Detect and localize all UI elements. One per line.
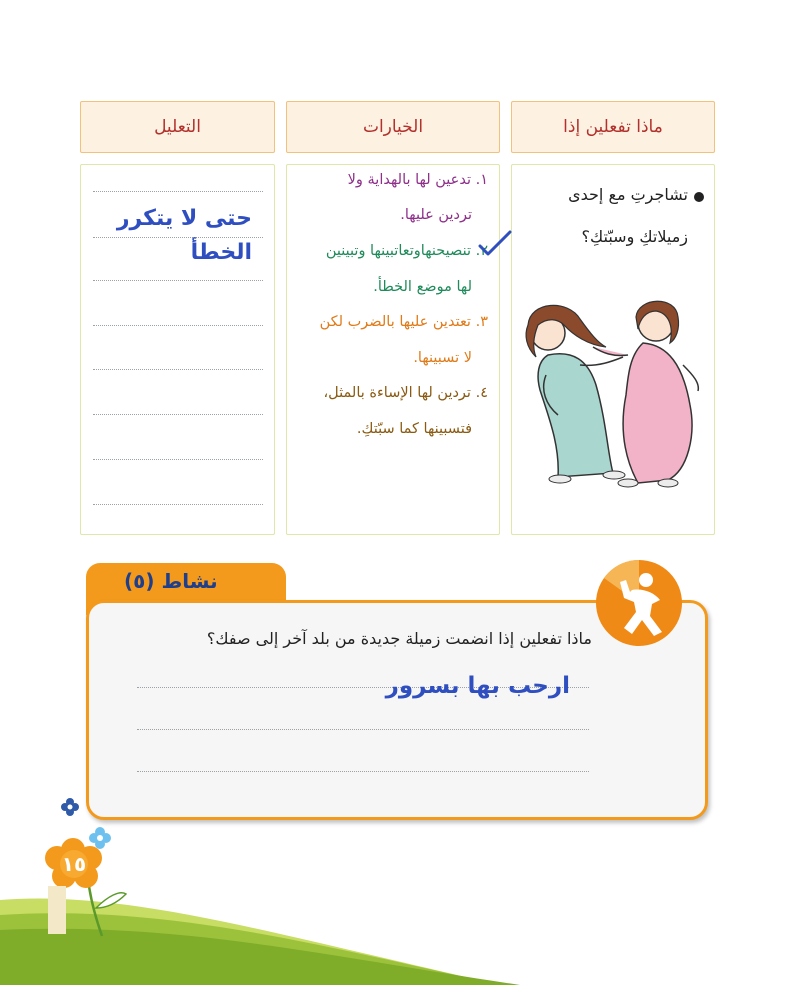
checkmark-icon <box>474 228 514 262</box>
option-3-line-2: لا تسبينها. <box>413 350 472 366</box>
option-1-line-1: ١. تدعين لها بالهداية ولا <box>347 172 488 188</box>
reason-answer-line-1: حتى لا يتكرر <box>116 206 252 231</box>
answer-dotted-line <box>137 729 589 730</box>
option-4-line-1: ٤. تردين لها الإساءة بالمثل، <box>323 385 488 401</box>
option-2-line-1: ٢. تنصيحنهاوتعاتبينها وتبينين <box>325 243 488 259</box>
option-2-line-2: لها موضع الخطأ. <box>373 279 472 295</box>
option-1-line-2: تردين عليها. <box>400 207 472 223</box>
bullet-icon <box>694 192 704 202</box>
question-line-2: زميلاتكِ وسبّتكِ؟ <box>581 227 688 246</box>
question-line-1: تشاجرتِ مع إحدى <box>568 185 688 204</box>
dotted-line <box>93 369 263 370</box>
dotted-line <box>93 504 263 505</box>
dotted-line <box>93 280 263 281</box>
header-options <box>286 101 500 153</box>
dotted-line <box>93 191 263 192</box>
dotted-line <box>93 414 263 415</box>
activity-title: نشاط (٥) <box>124 569 218 593</box>
option-4-line-2: فتسبينها كما سبّتكِ. <box>356 421 472 437</box>
header-options-label: الخيارات <box>362 117 424 137</box>
activity-question: ماذا تفعلين إذا انضمت زميلة جديدة من بلد آخر إلى صفك؟ <box>206 629 592 648</box>
answer-dotted-line <box>137 771 589 772</box>
activity-figure-icon <box>594 558 684 648</box>
dotted-line <box>93 237 263 238</box>
header-reason-label: التعليل <box>154 117 201 137</box>
small-flower-icon <box>60 797 80 817</box>
dotted-line <box>93 325 263 326</box>
header-question-label: ماذا تفعلين إذا <box>563 117 663 137</box>
header-question <box>511 101 715 153</box>
girls-fighting-illustration <box>518 295 708 490</box>
option-3-line-1: ٣. تعتدين عليها بالضرب لكن <box>319 314 488 330</box>
reason-answer-line-2: الخطأ <box>190 240 252 265</box>
activity-answer: ارحب بها بسرور <box>385 673 570 699</box>
header-reason <box>80 101 275 153</box>
dotted-line <box>93 459 263 460</box>
page-number: ١٥ <box>61 852 87 876</box>
